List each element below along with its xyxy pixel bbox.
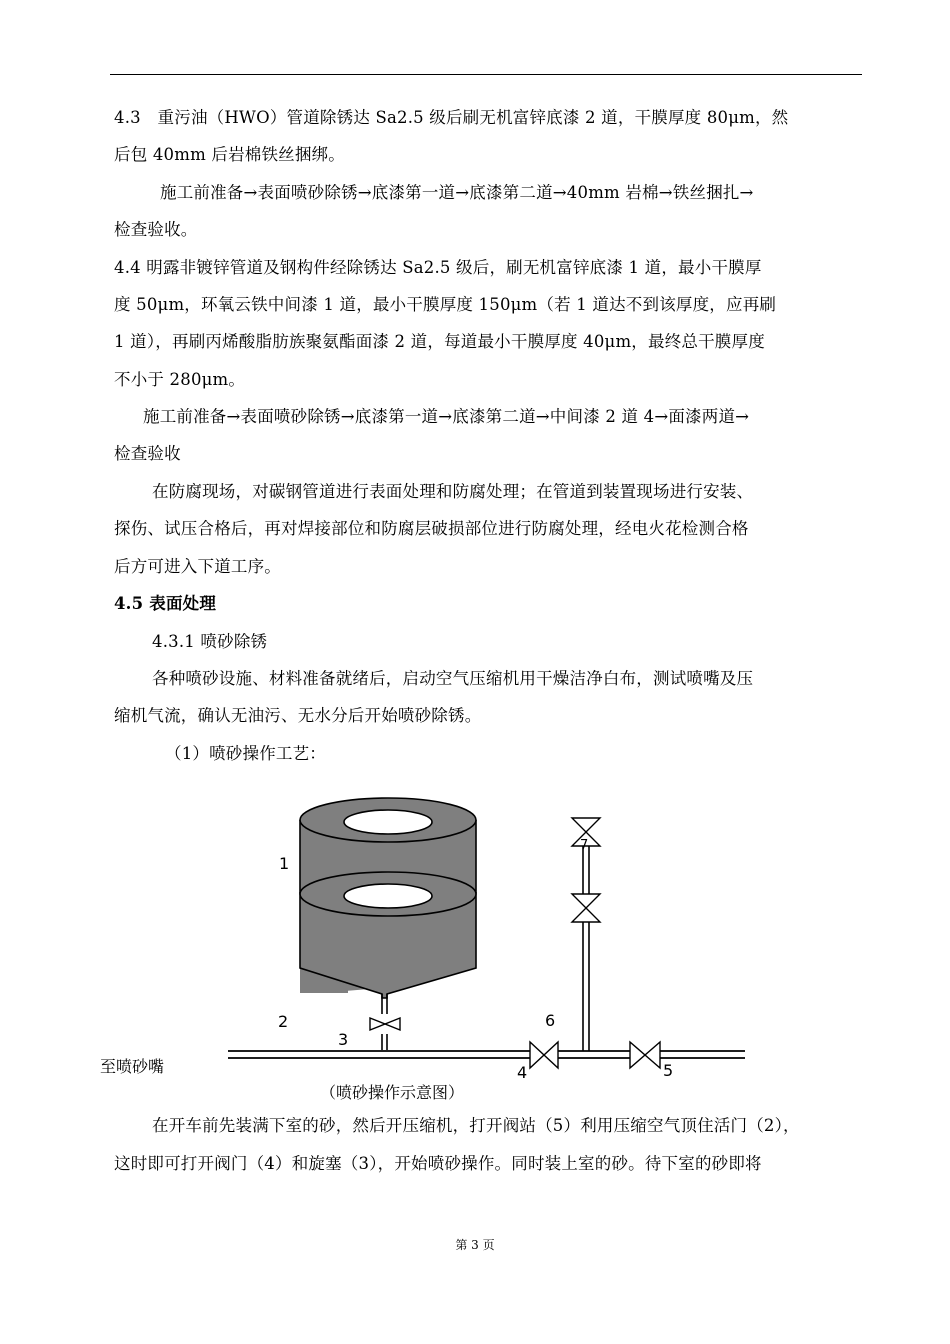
section-heading-4-5: 4.5 表面处理 (114, 594, 217, 613)
para-4-4-line-3: 1 道），再刷丙烯酸脂肪族聚氨酯面漆 2 道，每道最小干膜厚度 40μm，最终总干膜厚度 (114, 332, 765, 351)
para-4-4-line-2: 度 50μm，环氧云铁中间漆 1 道，最小干膜厚度 150μm（若 1 道达不到该厚度，应再刷 (114, 295, 777, 314)
label-6: 6 (545, 1011, 556, 1030)
riser-pipe (583, 846, 589, 1051)
valve-4 (530, 1042, 558, 1068)
flow-4-3-line-1: 施工前准备→表面喷砂除锈→底漆第一道→底漆第二道→40mm 岩棉→铁丝捆扎→ (160, 183, 754, 202)
label-5: 5 (663, 1061, 674, 1080)
para-blast-line-1: 各种喷砂设施、材料准备就绪后，启动空气压缩机用干燥洁净白布，测试喷嘴及压 (152, 669, 754, 688)
label-2: 2 (278, 1012, 289, 1031)
item-1-heading: （1）喷砂操作工艺： (165, 744, 326, 763)
page-number: 第 3 页 (455, 1238, 495, 1252)
valve-7-lower (572, 894, 600, 922)
sand-tank (300, 798, 476, 998)
header-rule (110, 74, 862, 75)
sandblast-diagram (0, 790, 950, 1110)
diagram-caption: （喷砂操作示意图） (320, 1083, 465, 1102)
subsection-heading-4-3-1: 4.3.1 喷砂除锈 (152, 632, 268, 651)
flow-4-4-line-2: 检查验收 (114, 444, 181, 463)
para-4-3-line-1: 4.3 重污油（HWO）管道除锈达 Sa2.5 级后刷无机富锌底漆 2 道，干膜厚度 80μm，然 (114, 108, 789, 127)
para-4-4-line-4: 不小于 280μm。 (114, 370, 246, 389)
para-blast-line-2: 缩机气流，确认无油污、无水分后开始喷砂除锈。 (114, 706, 482, 725)
feed-pipe (382, 994, 387, 1050)
label-3: 3 (338, 1030, 349, 1049)
para-4-4-line-1: 4.4 明露非镀锌管道及钢构件经除锈达 Sa2.5 级后，刷无机富锌底漆 1 道，最小干膜厚 (114, 258, 762, 277)
flow-4-4-line-1: 施工前准备→表面喷砂除锈→底漆第一道→底漆第二道→中间漆 2 道 4→面漆两道→ (143, 407, 750, 426)
main-pipe (228, 1051, 745, 1058)
para-4-3-line-2: 后包 40mm 后岩棉铁丝捆绑。 (114, 145, 345, 164)
plug-valve-3 (370, 1018, 400, 1030)
label-outlet: 至喷砂嘴 (100, 1057, 165, 1076)
label-4: 4 (517, 1063, 528, 1082)
para-after-line-1: 在开车前先装满下室的砂，然后开压缩机，打开阀站（5）利用压缩空气顶住活门（2）， (152, 1116, 800, 1135)
para-after-line-2: 这时即可打开阀门（4）和旋塞（3），开始喷砂操作。同时装上室的砂。待下室的砂即将 (114, 1154, 762, 1173)
valve-5 (630, 1042, 660, 1068)
para-site-line-3: 后方可进入下道工序。 (114, 557, 281, 576)
para-site-line-1: 在防腐现场，对碳钢管道进行表面处理和防腐处理；在管道到装置现场进行安装、 (152, 482, 754, 501)
flow-4-3-line-2: 检查验收。 (114, 220, 198, 239)
label-7: 7 (580, 838, 589, 853)
label-1: 1 (279, 854, 290, 873)
para-site-line-2: 探伤、试压合格后，再对焊接部位和防腐层破损部位进行防腐处理，经电火花检测合格 (114, 519, 749, 538)
